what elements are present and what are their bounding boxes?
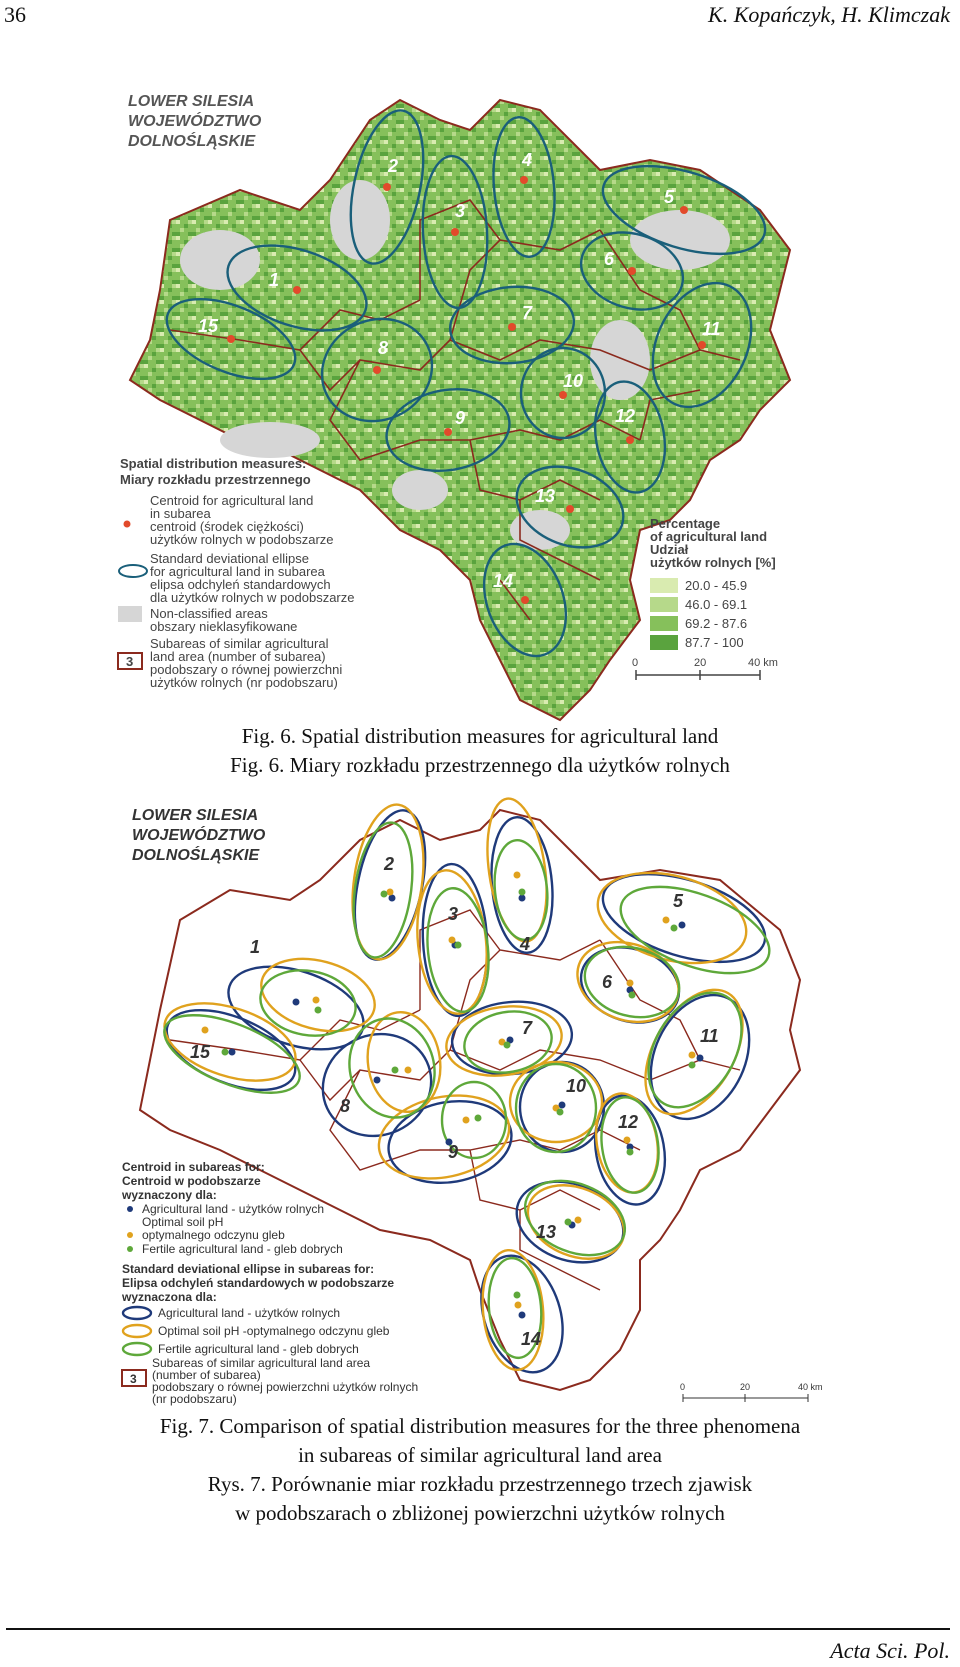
map-title-line: LOWER SILESIA	[132, 807, 259, 824]
legend-text: centroid (środek ciężkości)	[150, 519, 304, 534]
percentage-swatch	[650, 635, 678, 650]
percentage-swatch	[650, 578, 678, 593]
legend-text: Fertile agricultural land - gleb dobrych	[158, 1342, 359, 1356]
legend-heading: Miary rozkładu przestrzennego	[120, 472, 311, 487]
legend-text: podobszary o równej powierzchni użytków rolnych	[152, 1380, 419, 1394]
legend-text: Fertile agricultural land - gleb dobrych	[142, 1242, 343, 1256]
legend-text: for agricultural land in subarea	[150, 564, 325, 579]
percentage-heading: użytków rolnych [%]	[650, 555, 776, 570]
legend-text: Centroid for agricultural land	[150, 493, 314, 508]
map-title-line: DOLNOŚLĄSKIE	[132, 847, 260, 864]
subarea-label: 10	[566, 1076, 587, 1096]
map-title-line: WOJEWÓDZTWO	[132, 827, 266, 844]
legend-text: in subarea	[150, 506, 211, 521]
subarea-label: 1	[269, 270, 280, 290]
legend-centroid-symbol	[124, 521, 131, 528]
percentage-class-label: 69.2 - 87.6	[685, 616, 748, 631]
footer-rule	[6, 1628, 950, 1630]
map-title	[128, 93, 262, 150]
legend-text: Non-classified areas	[150, 606, 268, 621]
subarea-label: 13	[535, 486, 556, 506]
figure-7	[0, 790, 960, 1410]
subarea-label: 5	[673, 891, 684, 911]
subarea-label: 7	[522, 303, 533, 323]
subarea-label: 3	[455, 201, 466, 221]
legend-heading: Elipsa odchyleń standardowych w podobszarze	[122, 1276, 395, 1290]
figure-6	[0, 60, 960, 740]
legend-text: optymalnego odczynu gleb	[142, 1228, 285, 1242]
legend-text: (nr podobszaru)	[152, 1392, 237, 1406]
subarea-label: 4	[520, 934, 531, 954]
subarea-label: 5	[664, 187, 675, 207]
running-header-authors: K. Kopańczyk, H. Klimczak	[708, 2, 950, 27]
legend-heading: Standard deviational ellipse in subareas for:	[122, 1262, 375, 1276]
scale-bar	[632, 657, 778, 680]
subarea-label: 11	[700, 1026, 719, 1046]
figure-7-map	[0, 790, 960, 1410]
scale-tick: 40 km	[748, 657, 778, 669]
journal-footer: Acta Sci. Pol.	[830, 1638, 950, 1663]
legend-text: użytków rolnych w podobszarze	[150, 532, 334, 547]
legend-subarea-sample: 3	[126, 654, 134, 669]
percentage-class-label: 87.7 - 100	[685, 635, 744, 650]
subarea-label: 12	[618, 1112, 639, 1132]
subarea-label: 8	[378, 338, 389, 358]
subarea-label: 12	[615, 406, 636, 426]
legend-centroid-soil-ph	[127, 1232, 133, 1238]
figure-7-caption-line: in subareas of similar agricultural land area	[298, 1443, 662, 1467]
page-number: 36	[4, 2, 26, 27]
subarea-label: 3	[448, 904, 459, 924]
map-title-line: DOLNOŚLĄSKIE	[128, 133, 256, 150]
subarea-label: 1	[250, 937, 261, 957]
subarea-label: 4	[522, 150, 533, 170]
figure-7-caption-pl-line: w podobszarach o zbliżonej powierzchni użytków rolnych	[235, 1501, 725, 1525]
legend-text: Standard deviational ellipse	[150, 551, 309, 566]
percentage-heading: Percentage	[650, 516, 721, 531]
subarea-label: 15	[198, 316, 219, 336]
legend-text: Optimal soil pH	[142, 1215, 224, 1229]
legend-centroid-agricultural	[127, 1206, 133, 1212]
subarea-label: 14	[493, 571, 514, 591]
figure-7-caption-pl-line: Rys. 7. Porównanie miar rozkładu przestrzennego trzech zjawisk	[207, 1472, 753, 1496]
subarea-label: 2	[388, 156, 399, 176]
legend-text: elipsa odchyleń standardowych	[150, 577, 331, 592]
legend-text: podobszary o równej powierzchni	[150, 662, 343, 677]
figure-6-map	[0, 60, 960, 740]
subarea-label: 2	[384, 854, 395, 874]
subarea-label: 6	[604, 249, 615, 269]
figure-6-caption: Fig. 6. Spatial distribution measures for agricultural land	[241, 724, 719, 748]
subarea-label: 14	[521, 1329, 542, 1349]
legend-text: obszary nieklasyfikowane	[150, 619, 298, 634]
map-title-line: LOWER SILESIA	[128, 93, 255, 110]
subarea-label: 13	[536, 1222, 557, 1242]
legend-heading: Centroid w podobszarze	[122, 1174, 261, 1188]
legend-ellipse-soil-ph	[123, 1325, 151, 1337]
legend-heading: Spatial distribution measures:	[120, 456, 307, 471]
legend-nonclassified-symbol	[118, 606, 142, 622]
figure-7-caption-line: Fig. 7. Comparison of spatial distribution measures for the three phenomena	[159, 1414, 801, 1438]
legend-text: Optimal soil pH -optymalnego odczynu gleb	[158, 1324, 390, 1338]
legend-centroid-fertile	[127, 1246, 133, 1252]
scale-bar	[680, 1382, 823, 1402]
map-title-line: WOJEWÓDZTWO	[128, 113, 262, 130]
subarea-label: 10	[563, 371, 584, 391]
percentage-legend	[632, 516, 778, 680]
percentage-class-label: 46.0 - 69.1	[685, 597, 748, 612]
legend-text: (number of subarea)	[152, 1368, 261, 1382]
scale-tick: 20	[694, 657, 707, 669]
legend-text: użytków rolnych (nr podobszaru)	[150, 675, 338, 690]
subarea-label: 9	[455, 408, 466, 428]
percentage-heading: of agricultural land	[650, 529, 768, 544]
legend-ellipse-symbol	[119, 565, 147, 577]
map-title	[132, 807, 266, 864]
legend-text: Subareas of similar agricultural land area	[152, 1356, 371, 1370]
legend-ellipse-fertile	[123, 1343, 151, 1355]
figure-6-caption-pl: Fig. 6. Miary rozkładu przestrzennego dla użytków rolnych	[230, 753, 730, 777]
scale-tick: 0	[632, 657, 639, 669]
legend-heading: wyznaczona dla:	[122, 1290, 217, 1304]
scale-tick: 20	[740, 1382, 751, 1392]
percentage-swatch	[650, 597, 678, 612]
subarea-label: 8	[340, 1096, 351, 1116]
subarea-label: 11	[702, 319, 721, 339]
scale-tick: 0	[680, 1382, 686, 1392]
subarea-label: 9	[448, 1142, 459, 1162]
subarea-label: 7	[522, 1018, 533, 1038]
percentage-heading: Udział	[650, 542, 689, 557]
legend-heading: wyznaczony dla:	[122, 1188, 217, 1202]
legend-text: Agricultural land - użytków rolnych	[158, 1306, 341, 1320]
legend-text: land area (number of subarea)	[150, 649, 326, 664]
legend	[118, 456, 355, 690]
legend-subarea-sample: 3	[130, 1372, 137, 1386]
legend-text: dla użytków rolnych w podobszarze	[150, 590, 355, 605]
legend-text: Agricultural land - użytków rolnych	[142, 1202, 325, 1216]
legend-ellipse-agricultural	[123, 1307, 151, 1319]
scale-tick: 40 km	[798, 1382, 823, 1392]
subarea-label: 15	[190, 1042, 211, 1062]
subarea-label: 6	[602, 972, 613, 992]
percentage-swatch	[650, 616, 678, 631]
legend-heading: Centroid in subareas for:	[122, 1160, 265, 1174]
percentage-class-label: 20.0 - 45.9	[685, 578, 748, 593]
legend-text: Subareas of similar agricultural	[150, 636, 329, 651]
